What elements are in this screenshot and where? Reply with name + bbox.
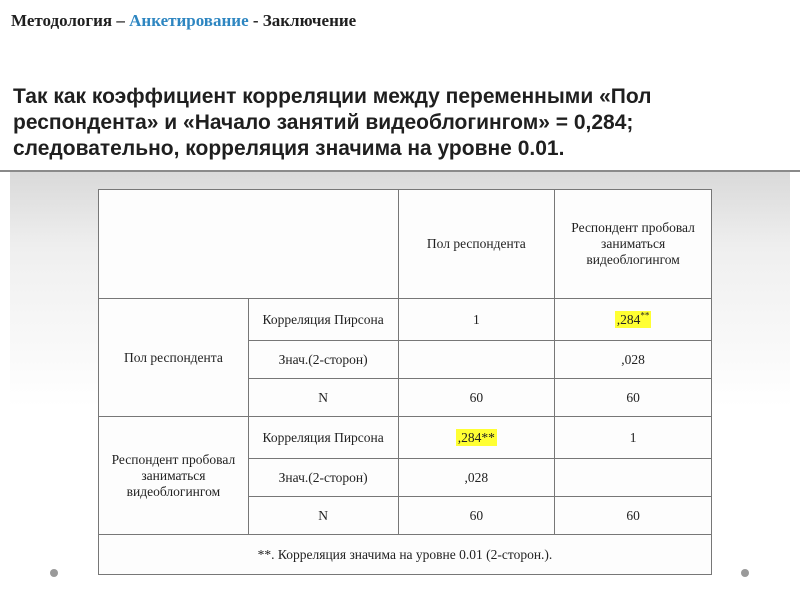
decorative-dot <box>741 569 749 577</box>
stat-label: Знач.(2-сторон) <box>248 459 398 497</box>
cell-value: 1 <box>398 299 555 341</box>
table-footnote: **. Корреляция значима на уровне 0.01 (2-сторон.). <box>99 535 712 575</box>
col-header-gender: Пол респондента <box>398 190 555 299</box>
row-label-videoblogging: Респондент пробовал заниматься видеоблогингом <box>99 417 249 535</box>
divider-line <box>0 170 800 172</box>
cell-value: 60 <box>555 379 712 417</box>
stat-label: N <box>248 497 398 535</box>
cell-value: ,028 <box>398 459 555 497</box>
stat-label: Корреляция Пирсона <box>248 299 398 341</box>
row-label-gender: Пол респондента <box>99 299 249 417</box>
decorative-dot <box>50 569 58 577</box>
cell-value: 60 <box>398 379 555 417</box>
cell-value: 60 <box>555 497 712 535</box>
col-header-videoblogging: Респондент пробовал заниматься видеоблогингом <box>555 190 712 299</box>
cell-value <box>555 459 712 497</box>
cell-value: 1 <box>555 417 712 459</box>
title-survey: Анкетирование <box>129 11 249 30</box>
cell-value <box>398 417 555 459</box>
cell-value: ,028 <box>555 341 712 379</box>
table-row <box>99 299 712 341</box>
conclusion-text: Так как коэффициент корреляции между переменными «Пол респондента» и «Начало занятий видеоблогингом» = 0,284; следовательно, корреляция значима на уровне 0.01. <box>13 85 652 160</box>
slide-title <box>11 11 356 31</box>
correlation-table <box>98 189 712 575</box>
title-conclusion: - Заключение <box>248 11 357 30</box>
stat-label: N <box>248 379 398 417</box>
title-methodology: Методология – <box>11 11 130 30</box>
value-text: ,284 <box>616 312 641 328</box>
cell-value <box>398 341 555 379</box>
table-header-row <box>99 190 712 299</box>
table-footnote-row <box>99 535 712 575</box>
empty-header-cell <box>99 190 399 299</box>
highlighted-value: ,284** <box>457 429 495 445</box>
table-row <box>99 417 712 459</box>
cell-value <box>555 299 712 341</box>
highlighted-value <box>615 311 652 328</box>
cell-value: 60 <box>398 497 555 535</box>
significance-marker: ** <box>640 310 650 321</box>
stat-label: Знач.(2-сторон) <box>248 341 398 379</box>
stat-label: Корреляция Пирсона <box>248 417 398 459</box>
